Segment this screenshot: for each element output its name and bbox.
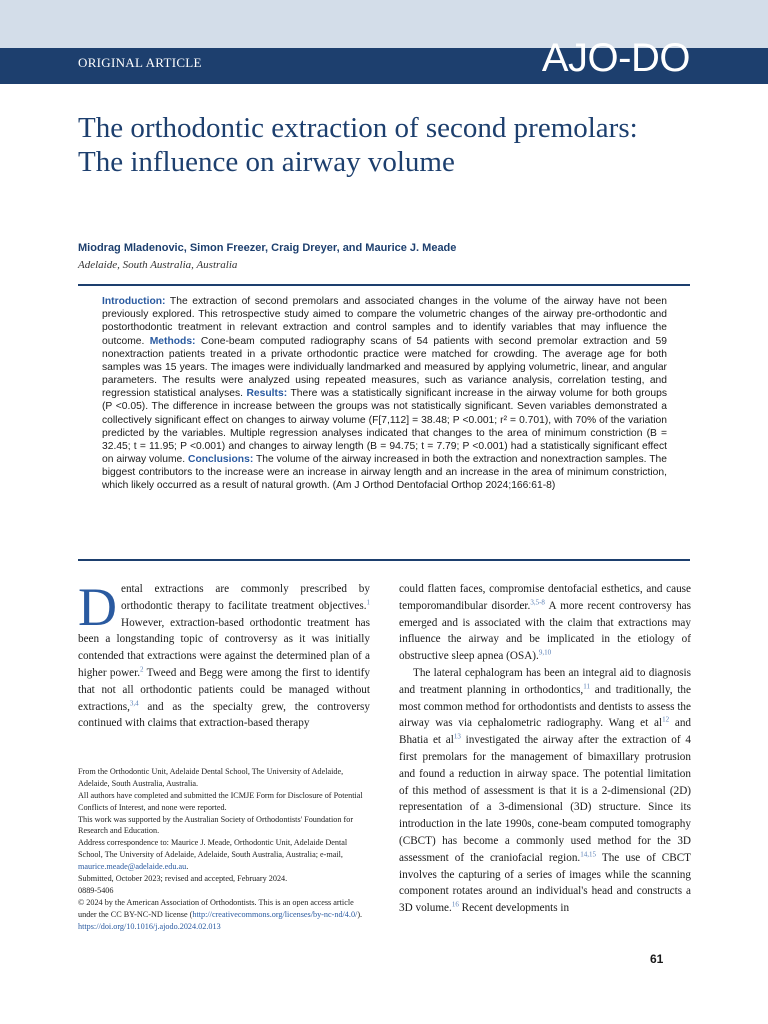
body-column-left [78, 577, 370, 732]
footnote-correspondence [78, 837, 370, 873]
footnote-issn: 0889-5406 [78, 885, 114, 895]
results-text: There was a statistically significant increase in the airway volume for both groups (P <0.05). The difference in increase between the groups was not statistically significant. Seven variables demonstrated a collectively significant effect on changes to airway volume (F[7,112] = 38.48; P <0.001; r² = 0.701), with 70% of the variation predicted by the variables. Multiple regression analyses indicated that changes to the area of minimum constriction (B = 32.45; t = 11.95; P <0.001) and changes to airway length (B = 94.75; t = 7.79; P <0.001) had a statistically significant effect on airway volume. [102, 388, 667, 466]
body-text: and traditionally, the most common method for orthodontists and dentists to assess the airway was via cephalometric radiography. Wang et al [399, 683, 691, 730]
introduction-heading: Introduction: [102, 296, 166, 307]
body-text: Recent developments in [458, 902, 570, 915]
body-text: ental extractions are commonly prescribed by orthodontic therapy to facilitate treatment objectives. [121, 583, 370, 612]
citation-link[interactable]: 3,4 [129, 698, 139, 707]
body-text: Tweed and Begg were among the first to identify that not all orthodontic patients could be managed without extractions, [78, 666, 370, 713]
citation-link[interactable]: 14,15 [580, 850, 596, 859]
author-list: Miodrag Mladenovic, Simon Freezer, Craig Dreyer, and Maurice J. Meade [78, 242, 457, 254]
email-link[interactable]: maurice.meade@adelaide.edu.au [78, 862, 187, 872]
affiliation: Adelaide, South Australia, Australia [78, 259, 238, 271]
body-text: However, extraction-based orthodontic treatment has been a longstanding topic of controversy as it was initially contended that extractions were against the determined plan of a higher power. [78, 616, 370, 679]
body-text: and Bhatia et al [399, 717, 692, 747]
footnote-text: Address correspondence to: Maurice J. Meade, Orthodontic Unit, Adelaide Dental School, The University of Adelaide, Adelaide, South Australia, Australia; e-mail, [78, 838, 348, 860]
body-text: investigated the airway after the extraction of 4 first premolars for the management of bimaxillary protrusion and found a reduction in airway space. The potential limitation of this method of assessment is that it is a 2-dimensional (2D) representation of a 3-dimensional (3D) structure. Since its introduction in the late 1990s, cone-beam computed tomography (CBCT) has become a commonly used method for the 3D assessment of the craniofacial region. [399, 734, 691, 864]
footnote-affiliation: From the Orthodontic Unit, Adelaide Dental School, The University of Adelaide, Adelaide, South Australia, Australia. [78, 767, 344, 788]
abstract-top-rule [78, 284, 690, 286]
body-paragraph [78, 577, 370, 732]
citation-link[interactable]: 9,10 [538, 648, 552, 657]
citation-link[interactable]: 11 [583, 682, 590, 691]
footnote-text: © 2024 by the American Association of Orthodontists. This is an open access article under the CC BY-NC-ND license ( [78, 897, 354, 919]
footnote-dates: Submitted, October 2023; revised and accepted, February 2024. [78, 874, 288, 884]
article-type-label: ORIGINAL ARTICLE [78, 55, 202, 70]
abstract [102, 295, 667, 493]
body-text: The lateral cephalogram has been an integral aid to diagnosis and treatment planning in orthodontics, [399, 666, 691, 696]
citation-link[interactable]: 3,5-8 [530, 598, 545, 607]
citation-link[interactable]: 1 [366, 598, 370, 607]
drop-cap: D [78, 577, 117, 637]
license-link[interactable]: http://creativecommons.org/licenses/by-nc-nd/4.0/ [192, 909, 358, 919]
body-paragraph [399, 581, 691, 665]
footnote-text: . [186, 862, 189, 872]
body-text: and as the specialty grew, the controversy continued with claims that extraction-based therapy [78, 700, 370, 730]
body-text: A more recent controversy has emerged and is associated with the claim that extractions may influence the airway and be implicated in the etiology of obstructive sleep apnea (OSA). [399, 599, 691, 663]
introduction-text: The extraction of second premolars and associated changes in the volume of the airway have not been previously explored. This retrospective study aimed to compare the volumetric changes of the airway pre-orthodontic and postorthodontic treatment in relevant extraction and control samples and to identify variables that may influence the outcome. [102, 296, 667, 347]
body-text: could flatten faces, compromise dentofacial esthetics, and cause temporomandibular disorder. [399, 583, 691, 612]
conclusions-heading: Conclusions: [188, 454, 254, 466]
body-column-right [399, 581, 691, 917]
footnote-disclosure: All authors have completed and submitted the ICMJE Form for Disclosure of Potential Conflicts of Interest, and none were reported. [78, 790, 363, 812]
citation-link[interactable]: 12 [662, 715, 670, 724]
citation-link[interactable]: 16 [451, 900, 459, 909]
methods-text: Cone-beam computed radiography scans of 54 patients with second premolar extraction and 59 nonextraction patients treated in a private orthodontic practice were matched for crowding. The average age for both samples was 15 years. The images were individually landmarked and measured by applying volumetric, linear, and angular parameters. The results were analyzed using repeated measures, such as variance analysis, correlation testing, and regression statistical analyses. [102, 335, 667, 400]
body-text: The use of CBCT involves the capturing of a series of images while the scanning component rotates around an individual's head and constructs a 3D volume. [399, 851, 691, 915]
conclusions-text: The volume of the airway increased in both the extraction and nonextraction samples. The biggest contributors to the increase were an increase in airway length and an increase in the area of minimum constriction, which likely occurred as a result of natural growth. (Am J Orthod Dentofacial Orthop 2024;166:61-8) [102, 454, 667, 492]
page-number: 61 [650, 952, 664, 966]
footnote-copyright [78, 897, 370, 921]
citation-link[interactable]: 2 [140, 665, 144, 674]
article-title: The orthodontic extraction of second premolars: The influence on airway volume [78, 112, 638, 178]
footnote-funding: This work was supported by the Australian Society of Orthodontists' Foundation for Research and Education. [78, 814, 354, 836]
citation-link[interactable]: 13 [453, 732, 461, 741]
footnotes [78, 766, 370, 932]
methods-heading: Methods: [149, 335, 196, 347]
results-heading: Results: [246, 388, 288, 400]
footnote-text: ). [357, 909, 363, 919]
abstract-bottom-rule [78, 559, 690, 561]
journal-logo: AJO-DO [541, 36, 690, 80]
doi-link[interactable]: https://doi.org/10.1016/j.ajodo.2024.02.013 [78, 921, 221, 931]
body-paragraph [399, 665, 691, 917]
